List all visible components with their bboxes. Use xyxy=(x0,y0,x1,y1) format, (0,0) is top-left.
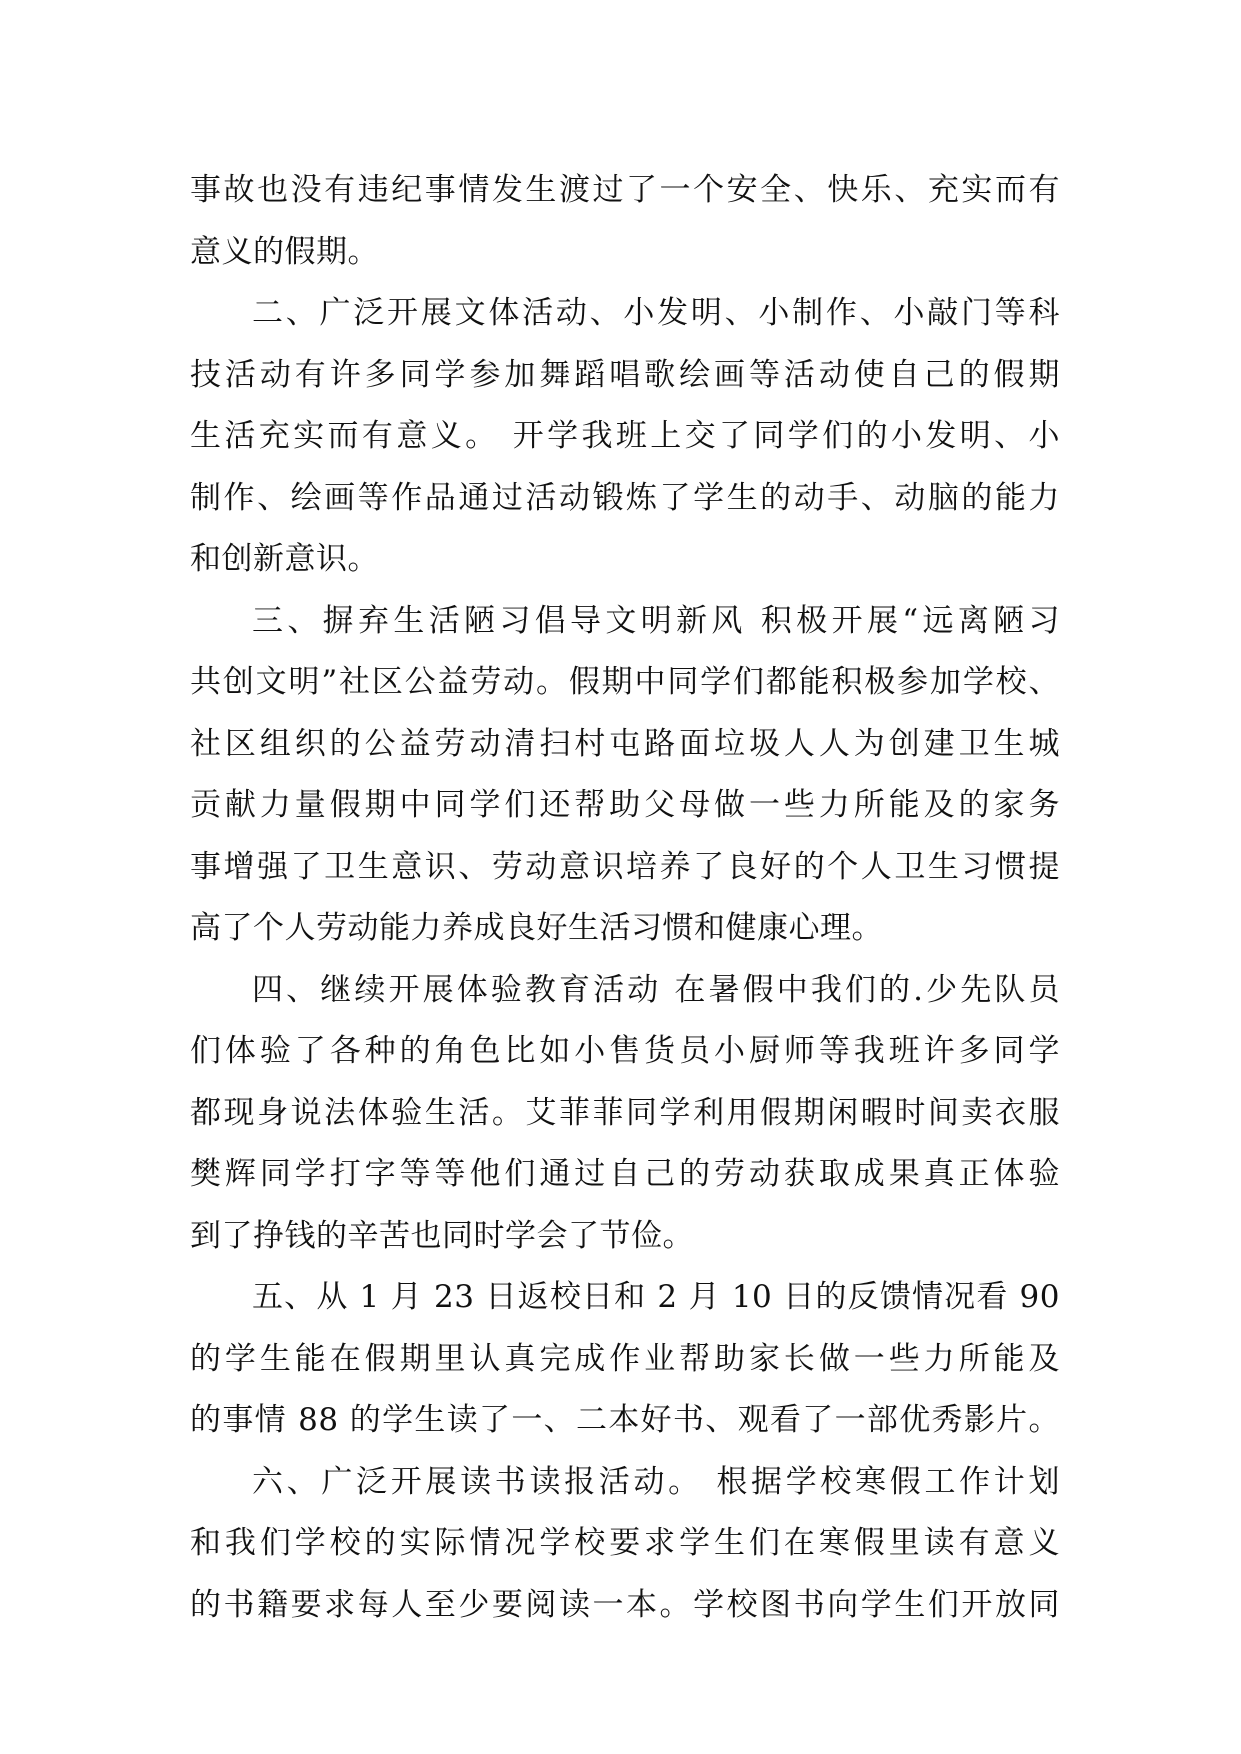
text-line: 事增强了卫生意识、劳动意识培养了良好的个人卫生习惯提 xyxy=(190,848,1060,885)
text-line: 的学生能在假期里认真完成作业帮助家长做一些力所能及 xyxy=(190,1340,1060,1377)
paragraph-start-line: 五、从 1 月 23 日返校日和 2 月 10 日的反馈情况看 90 xyxy=(252,1279,1060,1315)
text-line: 樊辉同学打字等等他们通过自己的劳动获取成果真正体验 xyxy=(190,1156,1060,1192)
text-line: 们体验了各种的角色比如小售货员小厨师等我班许多同学 xyxy=(190,1033,1060,1069)
text-line: 制作、绘画等作品通过活动锻炼了学生的动手、动脑的能力 xyxy=(190,479,1060,516)
text-line: 社区组织的公益劳动清扫村屯路面垃圾人人为创建卫生城 xyxy=(190,725,1060,762)
paragraph-start-line: 三、摒弃生活陋习倡导文明新风 积极开展“远离陋习 xyxy=(252,602,1060,639)
text-line: 共创文明”社区公益劳动。假期中同学们都能积极参加学校、 xyxy=(190,664,1060,700)
text-line: 的书籍要求每人至少要阅读一本。学校图书向学生们开放同 xyxy=(190,1586,1060,1623)
paragraph-start-line: 二、广泛开展文体活动、小发明、小制作、小敲门等科 xyxy=(252,295,1060,331)
body-text xyxy=(190,160,1060,1636)
text-line: 意义的假期。 xyxy=(190,233,379,270)
paragraph-start-line: 六、广泛开展读书读报活动。 根据学校寒假工作计划 xyxy=(252,1463,1060,1500)
text-line: 的事情 88 的学生读了一、二本好书、观看了一部优秀影片。 xyxy=(190,1402,1060,1438)
text-line: 事故也没有违纪事情发生渡过了一个安全、快乐、充实而有 xyxy=(190,172,1060,208)
text-line: 高了个人劳动能力养成良好生活习惯和健康心理。 xyxy=(190,910,883,946)
text-line: 生活充实而有意义。 开学我班上交了同学们的小发明、小 xyxy=(190,418,1060,454)
text-line: 到了挣钱的辛苦也同时学会了节俭。 xyxy=(190,1217,694,1254)
text-line: 贡献力量假期中同学们还帮助父母做一些力所能及的家务 xyxy=(190,787,1060,823)
paragraph-start-line: 四、继续开展体验教育活动 在暑假中我们的.少先队员 xyxy=(252,971,1060,1008)
text-line: 都现身说法体验生活。艾菲菲同学利用假期闲暇时间卖衣服 xyxy=(190,1094,1060,1131)
text-line: 和创新意识。 xyxy=(190,541,379,577)
text-line: 和我们学校的实际情况学校要求学生们在寒假里读有意义 xyxy=(190,1525,1060,1561)
text-line: 技活动有许多同学参加舞蹈唱歌绘画等活动使自己的假期 xyxy=(190,356,1060,393)
